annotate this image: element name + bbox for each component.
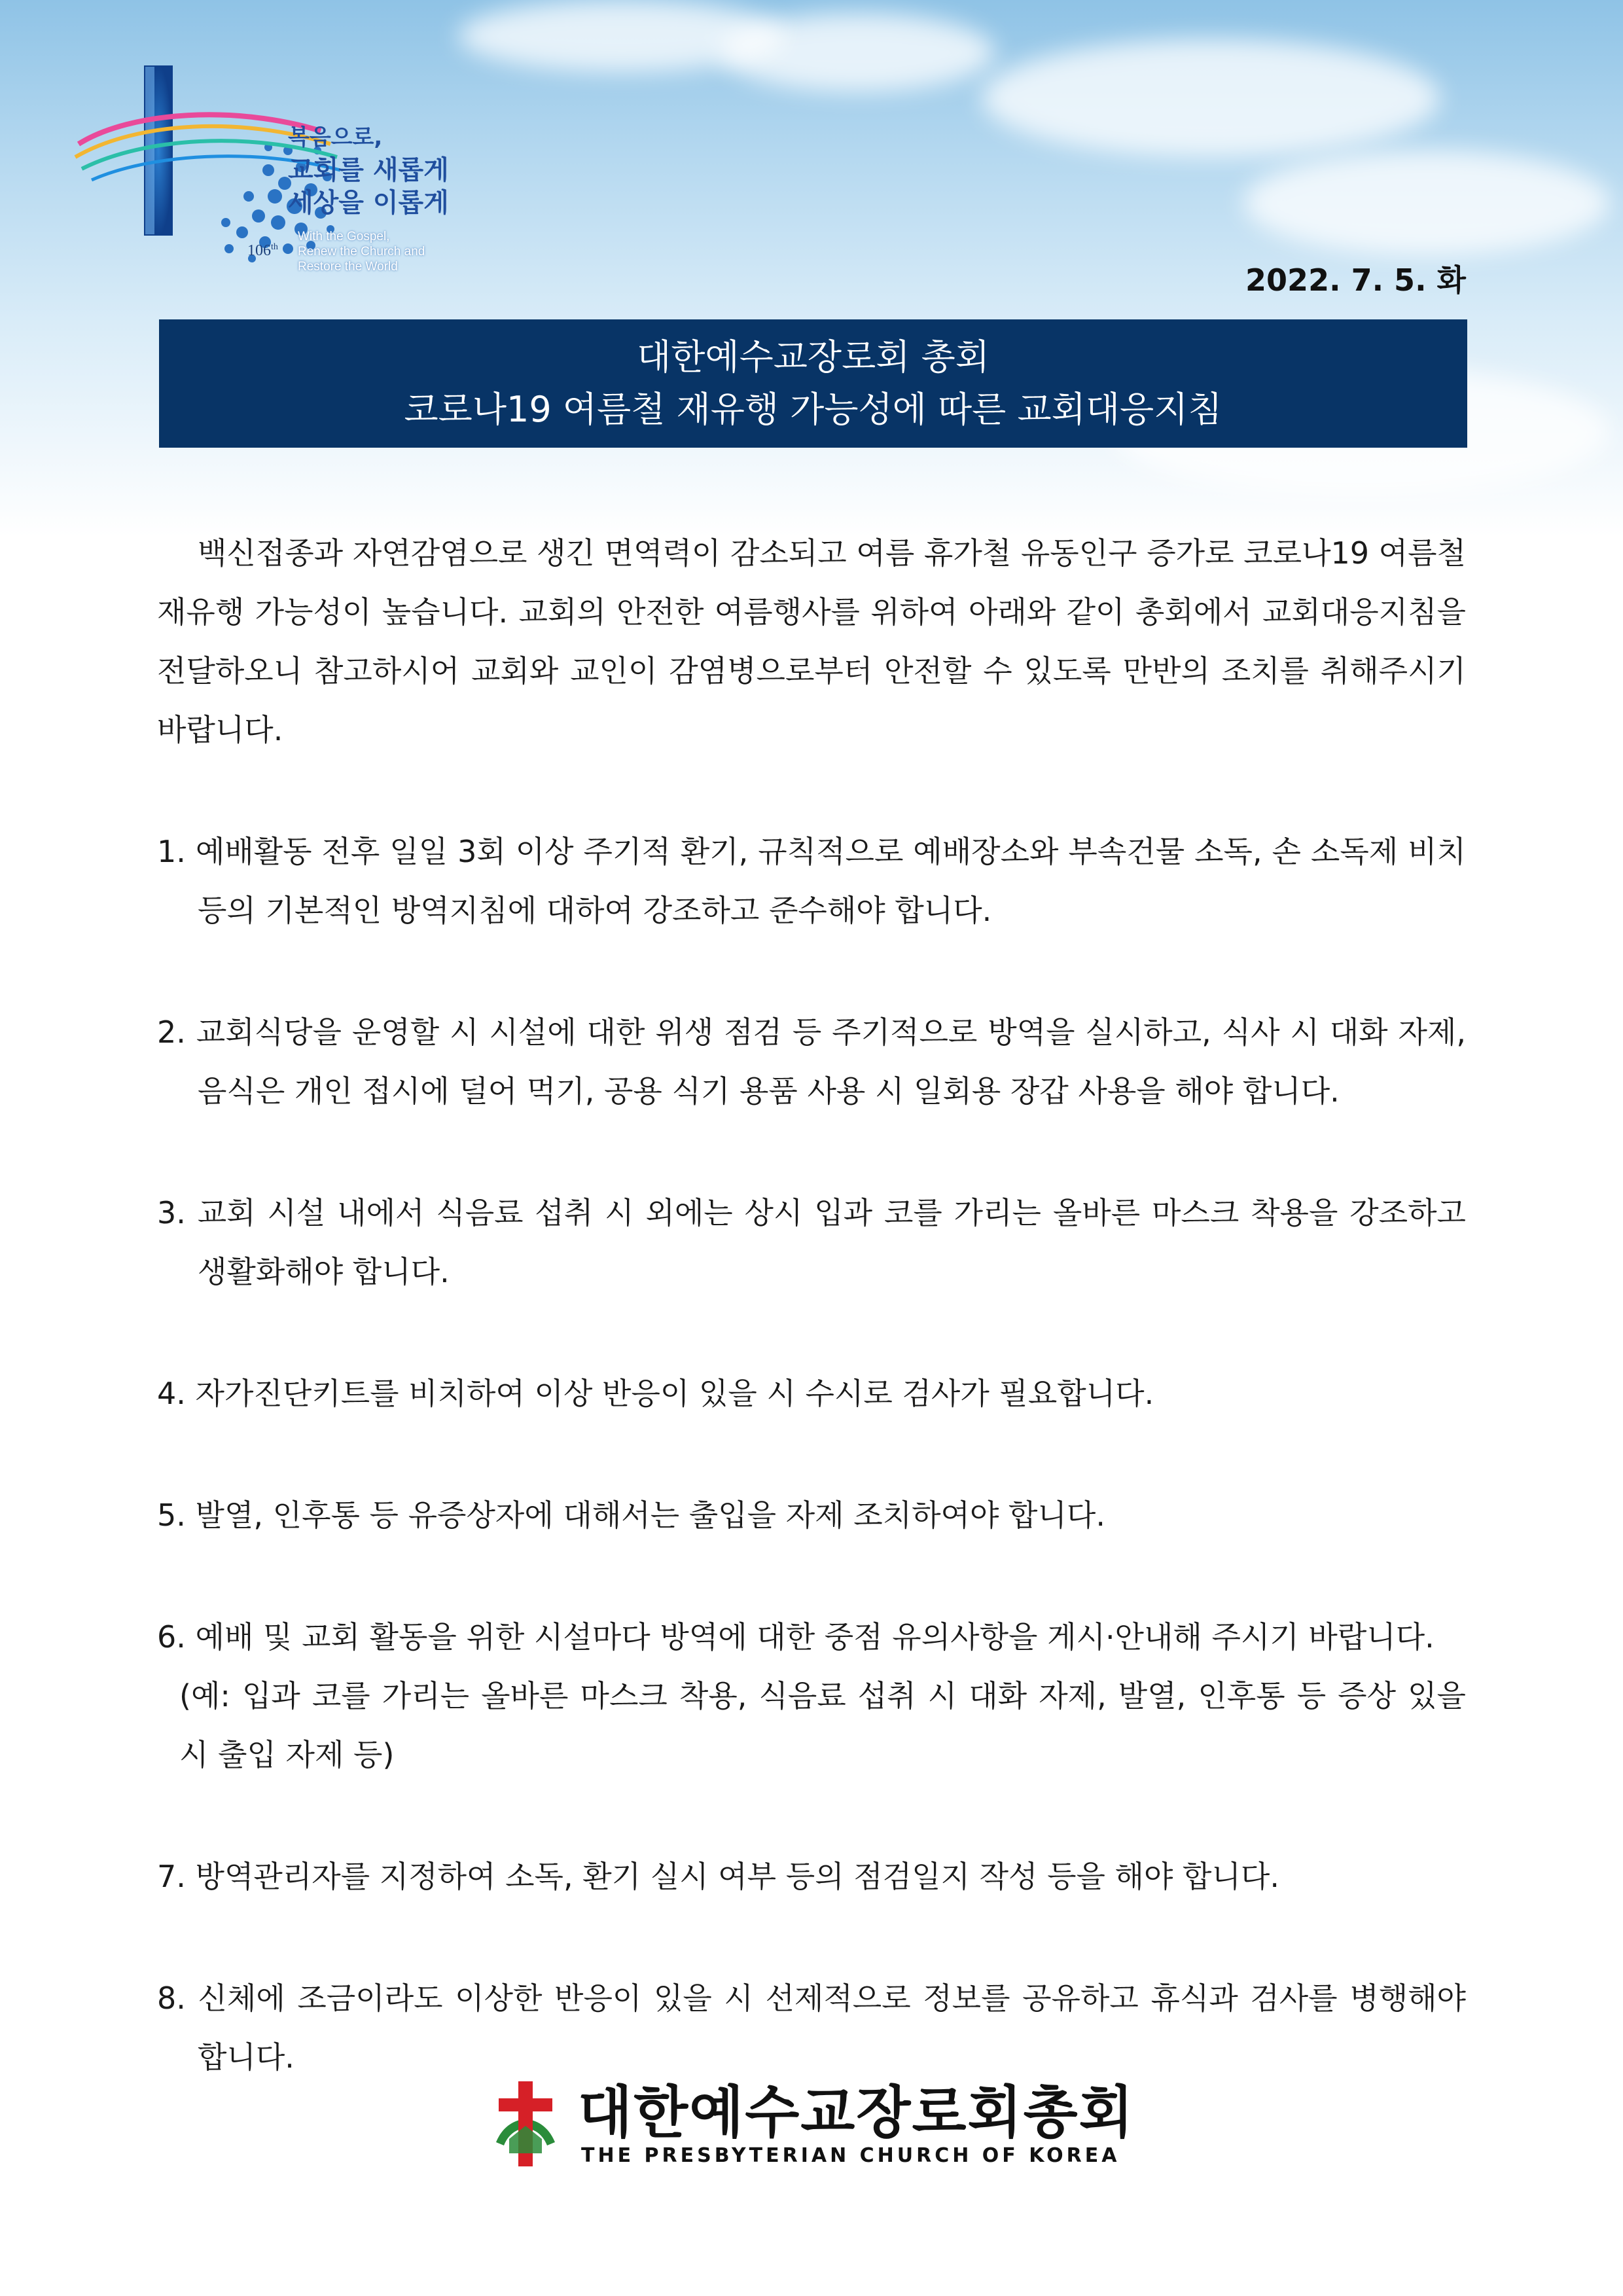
guideline-item-8: 8. 신체에 조금이라도 이상한 반응이 있을 시 선제적으로 정보를 공유하고 휴식과 검사를 병행해야 합니다. xyxy=(157,1981,1466,2075)
cross-emblem-icon xyxy=(490,2080,562,2168)
guideline-item-6-text: 6. 예배 및 교회 활동을 위한 시설마다 방역에 대한 중점 유의사항을 게시·안내해 주시기 바랍니다. xyxy=(157,1619,1435,1655)
org-name-english: THE PRESBYTERIAN CHURCH OF KOREA xyxy=(581,2144,1120,2167)
guideline-item-3: 3. 교회 시설 내에서 식음료 섭취 시 외에는 상시 입과 코를 가리는 올바른 마스크 착용을 강조하고 생활화해야 합니다. xyxy=(157,1195,1466,1289)
assembly-number: 106th xyxy=(247,242,278,259)
guideline-item-4: 4. 자가진단키트를 비치하여 이상 반응이 있을 시 수시로 검사가 필요합니다. xyxy=(157,1376,1154,1411)
intro-paragraph: 백신접종과 자연감염으로 생긴 면역력이 감소되고 여름 휴가철 유동인구 증가로 코로나19 여름철 재유행 가능성이 높습니다. 교회의 안전한 여름행사를 위하여 아래와 같이 총회에서 교회대응지침을 전달하오니 참고하시어 교회와 교인이 감염병으로부터 안전할 수 있도록 만반의 조치를 취해주시기 바랍니다. xyxy=(157,535,1466,747)
title-line-1: 대한예수교장로회 총회 xyxy=(637,336,990,378)
logo-slogan-korean: 복음으로, 교회를 새롭게 세상을 이롭게 xyxy=(288,124,449,218)
assembly-106th-logo xyxy=(72,59,478,275)
guideline-item-1: 1. 예배활동 전후 일일 3회 이상 주기적 환기, 규칙적으로 예배장소와 부속건물 소독, 손 소독제 비치 등의 기본적인 방역지침에 대하여 강조하고 준수해야 합니다. xyxy=(157,834,1466,928)
guideline-item-6-note: (예: 입과 코를 가리는 올바른 마스크 착용, 식음료 섭취 시 대화 자제, 발열, 인후통 등 증상 있을 시 출입 자제 등) xyxy=(179,1678,1466,1772)
document-date: 2022. 7. 5. 화 xyxy=(1245,262,1466,298)
org-name-korean: 대한예수교장로회총회 xyxy=(578,2080,1135,2145)
logo-slogan-english: With the Gospel, Renew the Church and Restore the World xyxy=(298,230,425,274)
footer-org-logo xyxy=(490,2080,1135,2168)
title-banner xyxy=(159,319,1467,448)
title-line-2: 코로나19 여름철 재유행 가능성에 따른 교회대응지침 xyxy=(404,389,1222,430)
guideline-item-5: 5. 발열, 인후통 등 유증상자에 대해서는 출입을 자제 조치하여야 합니다. xyxy=(157,1498,1105,1533)
guideline-item-7: 7. 방역관리자를 지정하여 소독, 환기 실시 여부 등의 점검일지 작성 등을 해야 합니다. xyxy=(157,1859,1279,1894)
guideline-item-6 xyxy=(157,1607,1466,1784)
guideline-item-2: 2. 교회식당을 운영할 시 시설에 대한 위생 점검 등 주기적으로 방역을 실시하고, 식사 시 대화 자제, 음식은 개인 접시에 덜어 먹기, 공용 식기 용품 사용 시 일회용 장갑 사용을 해야 합니다. xyxy=(157,1014,1466,1109)
document-body xyxy=(157,524,1466,2087)
